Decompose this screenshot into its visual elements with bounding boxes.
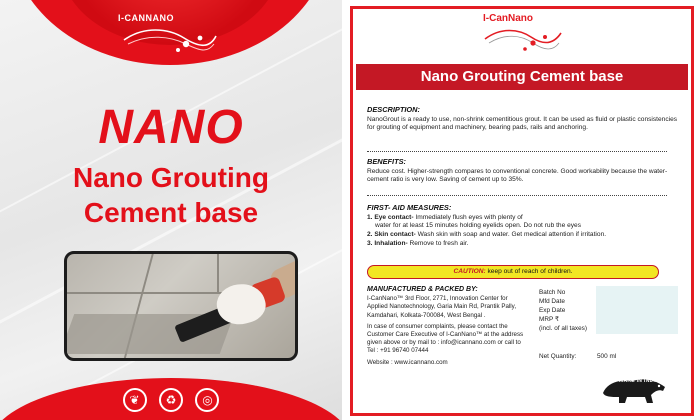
first-aid-label: 3. Inhalation-	[367, 239, 408, 247]
exp-date-label: Exp Date	[539, 306, 566, 314]
label-title: Nano Grouting Cement base	[356, 64, 688, 90]
shield-icon: ♻	[159, 388, 183, 412]
first-aid-section	[367, 203, 683, 249]
caution-banner	[367, 265, 659, 279]
batch-fields	[539, 289, 619, 334]
brand-swirl-icon	[120, 22, 220, 58]
poster-heading-product	[0, 160, 342, 230]
net-quantity-value: 500 ml	[597, 353, 617, 360]
website-text: Website : www.icannano.com	[367, 358, 448, 366]
poster-heading-line: Nano Grouting	[73, 162, 269, 193]
circle-icon: ◎	[195, 388, 219, 412]
first-aid-text: Wash skin with soap and water. Get medical attention if irritation.	[415, 231, 607, 239]
first-aid-item	[367, 222, 683, 231]
poster-logo-text: I-CANNANO	[118, 13, 174, 23]
description-section	[367, 105, 683, 133]
grouting-photo	[64, 251, 298, 361]
product-poster	[0, 0, 342, 420]
batch-no-label: Batch No	[539, 289, 566, 296]
caution-text: keep out of reach of children.	[485, 268, 573, 275]
benefits-heading: BENEFITS:	[367, 157, 407, 166]
tile-joint	[217, 254, 219, 294]
divider	[367, 151, 667, 152]
leaf-icon: ❦	[123, 388, 147, 412]
manufacturer-heading: MANUFACTURED & PACKED BY:	[367, 286, 478, 293]
product-label	[350, 6, 694, 416]
label-brand: I-CanNano	[483, 13, 533, 24]
caution-label: CAUTION:	[453, 268, 486, 275]
poster-heading-nano: NANO	[98, 101, 244, 154]
first-aid-item	[367, 240, 683, 249]
first-aid-label: 2. Skin contact-	[367, 231, 416, 239]
first-aid-item	[367, 214, 683, 223]
first-aid-text: water for at least 15 minutes holding eyelids open. Do not rub the eyes	[375, 222, 581, 230]
benefits-text: Reduce cost. Higher-strength compares to conventional concrete. Good workability because the water-cement ratio is very low. Saving of cement up to 35%.	[367, 167, 668, 184]
first-aid-text: Immediately flush eyes with plenty of	[413, 213, 523, 221]
first-aid-label: 1. Eye contact-	[367, 213, 414, 221]
complaints-text: In case of consumer complaints, please contact the Customer Care Executive of I-CanNano™ at the address given above or by mail to : info@icannano.com or call to Tel : +91 96740 07444	[367, 322, 524, 355]
benefits-section	[367, 157, 683, 185]
poster-heading-line: Cement base	[83, 197, 259, 228]
description-heading: DESCRIPTION:	[367, 105, 420, 114]
manufacturer-section	[367, 285, 527, 370]
divider	[367, 195, 667, 196]
brand-swirl-icon	[483, 23, 563, 55]
first-aid-item	[367, 231, 683, 240]
first-aid-heading: FIRST- AID MEASURES:	[367, 203, 452, 212]
mrp-label: MRP ₹	[539, 315, 559, 323]
description-text: NanoGrout is a ready to use, non-shrink cementitious grout. It can be used as fluid or plastic consistencies for grouting of equipment and machinery, bearing pads, rails and anchoring.	[367, 115, 678, 132]
badge-row	[0, 388, 342, 412]
manufacturer-address: I-CanNano™ 3rd Floor, 2771, Innovation Center for Applied Nanotechnology, Garia Main Rd, Prantik Pally, Kamdahari, Kolkata-700084, West Bengal .	[367, 295, 517, 319]
make-in-india-text: MAKE IN INDIA	[619, 378, 660, 384]
mrp-note: (incl. of all taxes)	[539, 324, 587, 332]
mfd-date-label: Mfd Date	[539, 297, 565, 305]
first-aid-text: Remove to fresh air.	[407, 239, 469, 247]
net-quantity-label: Net Quantity:	[539, 353, 577, 360]
